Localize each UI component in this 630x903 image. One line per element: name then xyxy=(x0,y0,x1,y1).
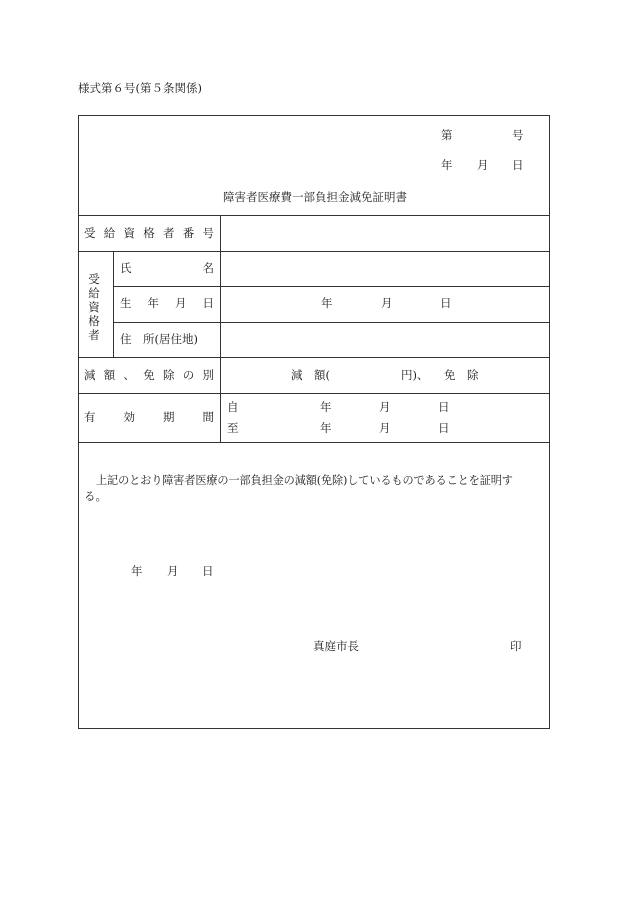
issue-month: 月 xyxy=(477,158,489,172)
address-label-wrap xyxy=(120,334,214,346)
recipient-group-label xyxy=(88,272,100,342)
divider xyxy=(78,251,550,252)
cert-month: 月 xyxy=(167,564,179,578)
label-char: 名 xyxy=(202,261,214,275)
label-char: 有 xyxy=(84,410,96,424)
to-month: 月 xyxy=(379,421,391,435)
label-char: 年 xyxy=(147,296,159,310)
divider xyxy=(113,322,550,323)
label-char: 効 xyxy=(123,410,135,424)
from-day: 日 xyxy=(438,400,450,414)
label-char: 期 xyxy=(163,410,175,424)
label-char: 受 xyxy=(84,226,96,240)
label-char: 格 xyxy=(143,226,155,240)
from-label: 自 xyxy=(227,400,239,414)
divider xyxy=(113,286,550,287)
cert-year: 年 xyxy=(131,564,143,578)
divider xyxy=(78,442,550,443)
divider xyxy=(220,215,221,442)
birth-year: 年 xyxy=(321,296,333,310)
address-label: 住 所(居住地) xyxy=(120,332,198,346)
cert-day: 日 xyxy=(202,564,214,578)
label-char: 資 xyxy=(123,226,135,240)
label-char: 額 xyxy=(103,368,116,382)
name-label xyxy=(120,263,214,275)
validity-label xyxy=(84,412,214,424)
from-month: 月 xyxy=(379,400,391,414)
to-year: 年 xyxy=(320,421,332,435)
label-char: 、 xyxy=(123,368,135,382)
to-day: 日 xyxy=(438,421,450,435)
issue-day: 日 xyxy=(512,158,524,172)
label-char: 月 xyxy=(175,296,187,310)
label-char: 氏 xyxy=(120,261,132,275)
birth-day: 日 xyxy=(440,296,452,310)
label-char: 号 xyxy=(202,226,214,240)
divider xyxy=(78,393,550,394)
label-char: 減 xyxy=(84,368,96,382)
label-char: 者 xyxy=(163,226,175,240)
type-label xyxy=(84,370,214,382)
label-char: 免 xyxy=(143,368,155,382)
reduction-label: 減 額( xyxy=(291,368,330,382)
label-char: の xyxy=(182,368,195,382)
recipient-group-text: 受給資格者 xyxy=(88,272,100,342)
certification-statement: 上記のとおり障害者医療の一部負担金の減額(免除)しているものであることを証明す xyxy=(96,474,513,487)
divider xyxy=(113,251,114,357)
number-prefix: 第 xyxy=(441,128,453,142)
label-char: 生 xyxy=(120,296,132,310)
birthdate-label xyxy=(120,298,214,310)
divider xyxy=(78,357,550,358)
seal-mark: 印 xyxy=(510,639,522,653)
issue-year: 年 xyxy=(441,158,453,172)
from-year: 年 xyxy=(320,400,332,414)
to-label: 至 xyxy=(227,421,239,435)
form-number: 様式第６号(第５条関係) xyxy=(78,81,202,95)
qualification-number-label xyxy=(84,228,214,240)
birth-month: 月 xyxy=(381,296,393,310)
yen-label: 円)、 xyxy=(401,368,429,382)
label-char: 別 xyxy=(202,368,214,382)
label-char: 番 xyxy=(182,226,195,240)
exemption-label: 免 除 xyxy=(444,368,479,382)
number-suffix: 号 xyxy=(512,128,524,142)
signer: 真庭市長 xyxy=(313,639,359,653)
certification-statement-cont: る。 xyxy=(84,489,107,503)
label-char: 給 xyxy=(103,226,116,240)
label-char: 除 xyxy=(163,368,175,382)
label-char: 間 xyxy=(202,410,214,424)
label-char: 日 xyxy=(202,296,214,310)
document-title: 障害者医療費一部負担金減免証明書 xyxy=(223,190,407,204)
divider xyxy=(78,215,550,216)
